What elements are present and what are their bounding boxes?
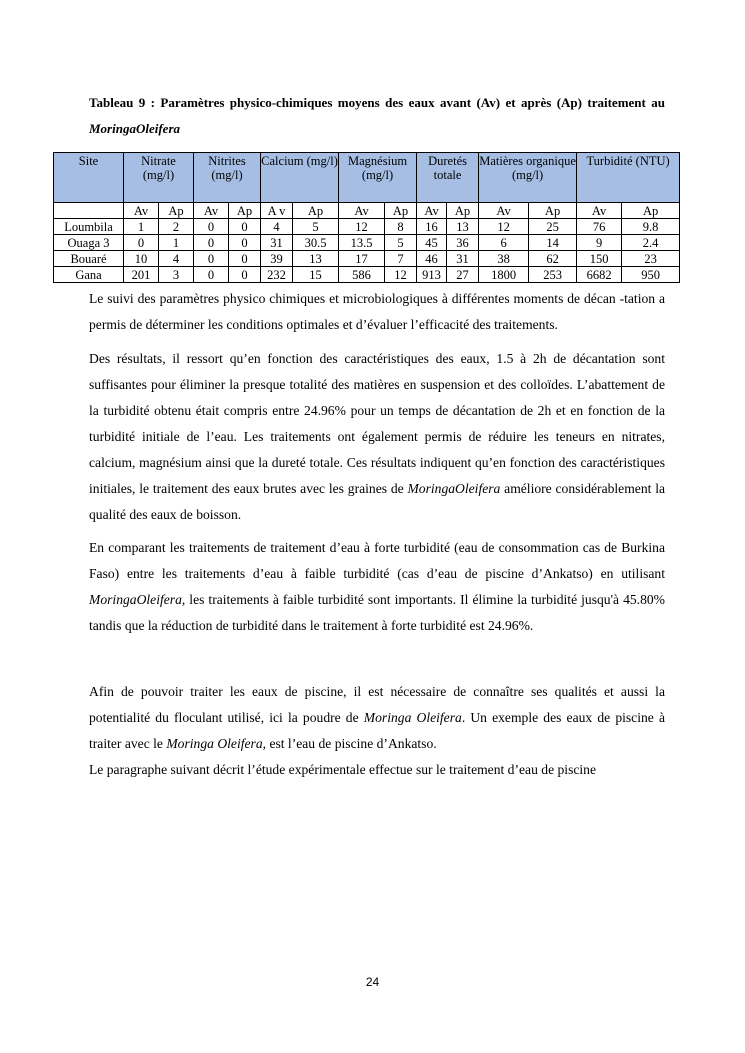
paragraph-2 [89, 346, 665, 528]
physico-chemical-table [53, 152, 680, 283]
row-value-cell: 13.5 [339, 235, 385, 251]
paragraph-3-text-a: En comparant les traitements de traitement d’eau à forte turbidité (eau de consommation cas de Burkina Faso) entre les traitements d’eau à faible turbidité (cas d’eau de piscine d’Ankatso) en utilisant [89, 540, 665, 581]
row-value-cell: 36 [447, 235, 479, 251]
header-site: Site [54, 153, 124, 203]
caption-label: Tableau 9 : [89, 95, 155, 110]
row-value-cell: 2 [159, 219, 194, 235]
row-value-cell: 0 [194, 251, 229, 267]
paragraph-4-text-c: , est l’eau de piscine d’Ankatso. [262, 736, 437, 751]
row-value-cell: 30.5 [293, 235, 339, 251]
header-nitrate: Nitrate (mg/l) [124, 153, 194, 203]
row-value-cell: 15 [293, 267, 339, 283]
row-site-cell: Bouaré [54, 251, 124, 267]
subheader-cell: Av [194, 203, 229, 219]
paragraph-4-text-b: . Un exemple des eaux de piscine à traiter avec le [89, 710, 665, 751]
row-value-cell: 4 [159, 251, 194, 267]
subheader-cell: Av [124, 203, 159, 219]
row-value-cell: 0 [124, 235, 159, 251]
row-value-cell: 39 [261, 251, 293, 267]
paragraph-4-species-1: Moringa Oleifera [363, 710, 462, 725]
header-nitrites: Nitrites (mg/l) [194, 153, 261, 203]
row-value-cell: 586 [339, 267, 385, 283]
table-subheader-row [54, 203, 680, 219]
row-value-cell: 913 [417, 267, 447, 283]
caption-species: MoringaOleifera [89, 121, 180, 136]
table-row [54, 267, 680, 283]
row-value-cell: 232 [261, 267, 293, 283]
paragraph-2-species: MoringaOleifera [407, 481, 501, 496]
paragraph-2-end: améliore considérablement la qualité des eaux de boisson. [89, 481, 666, 522]
row-value-cell: 0 [229, 219, 261, 235]
header-durete: Duretés totale [417, 153, 479, 203]
paragraph-2-block [89, 346, 665, 528]
subheader-cell: Ap [293, 203, 339, 219]
header-turbidite: Turbidité (NTU) [577, 153, 680, 203]
row-value-cell: 7 [385, 251, 417, 267]
row-value-cell: 76 [577, 219, 622, 235]
row-value-cell: 0 [194, 235, 229, 251]
table-header-row [54, 153, 680, 203]
subheader-cell: Ap [447, 203, 479, 219]
row-value-cell: 12 [479, 219, 529, 235]
paragraph-1: Le suivi des paramètres physico chimiques et microbiologiques à différentes moments de décan -tation a permis de déterminer les conditions optimales et d’évaluer l’efficacité des traitements. [89, 291, 665, 332]
row-value-cell: 12 [385, 267, 417, 283]
row-value-cell: 1 [159, 235, 194, 251]
row-value-cell: 1 [124, 219, 159, 235]
row-value-cell: 23 [622, 251, 680, 267]
row-value-cell: 0 [229, 267, 261, 283]
row-value-cell: 0 [229, 251, 261, 267]
row-value-cell: 1800 [479, 267, 529, 283]
subheader-cell: Av [577, 203, 622, 219]
paragraph-3-block [89, 535, 665, 639]
header-matieres: Matières organique (mg/l) [479, 153, 577, 203]
subheader-blank [54, 203, 124, 219]
row-value-cell: 31 [447, 251, 479, 267]
row-value-cell: 253 [529, 267, 577, 283]
row-value-cell: 25 [529, 219, 577, 235]
paragraph-4-block [89, 679, 665, 783]
row-value-cell: 10 [124, 251, 159, 267]
paragraph-5: Le paragraphe suivant décrit l’étude expérimentale effectue sur le traitement d’eau de piscine [89, 762, 597, 777]
row-value-cell: 9 [577, 235, 622, 251]
paragraph-3 [89, 535, 665, 639]
table-caption [89, 90, 665, 142]
subheader-cell: Av [417, 203, 447, 219]
row-value-cell: 62 [529, 251, 577, 267]
paragraph-4-text-a: Afin de pouvoir traiter les eaux de piscine, il est nécessaire de connaître ses qualités et aussi la potentialité du floculant utilisé, ici la poudre de [89, 684, 665, 725]
row-value-cell: 2.4 [622, 235, 680, 251]
row-value-cell: 6 [479, 235, 529, 251]
row-value-cell: 17 [339, 251, 385, 267]
row-site-cell: Ouaga 3 [54, 235, 124, 251]
subheader-cell: Av [479, 203, 529, 219]
row-value-cell: 150 [577, 251, 622, 267]
page-number: 24 [365, 975, 380, 989]
paragraph-4-species-2: Moringa Oleifera [166, 736, 263, 751]
table-body [54, 219, 680, 283]
row-value-cell: 4 [261, 219, 293, 235]
row-value-cell: 0 [229, 235, 261, 251]
row-value-cell: 8 [385, 219, 417, 235]
paragraph-3-species: MoringaOleifera [89, 592, 182, 607]
row-value-cell: 950 [622, 267, 680, 283]
row-value-cell: 16 [417, 219, 447, 235]
paragraph-3-text-b: , les traitements à faible turbidité sont importants. Il élimine la turbidité jusqu'à 45.80% tandis que la réduction de turbidité dans le traitement à forte turbidité est 24.96%. [89, 592, 665, 633]
row-value-cell: 38 [479, 251, 529, 267]
row-value-cell: 31 [261, 235, 293, 251]
subheader-cell: Ap [159, 203, 194, 219]
row-value-cell: 6682 [577, 267, 622, 283]
paragraph-4 [89, 679, 665, 757]
row-value-cell: 5 [293, 219, 339, 235]
caption-text: Paramètres physico-chimiques moyens des eaux avant (Av) et après (Ap) traitement au [154, 95, 665, 110]
subheader-cell: Ap [529, 203, 577, 219]
row-value-cell: 13 [293, 251, 339, 267]
row-value-cell: 14 [529, 235, 577, 251]
row-site-cell: Loumbila [54, 219, 124, 235]
paragraph-1-block [89, 286, 665, 338]
subheader-cell: Ap [622, 203, 680, 219]
header-magnesium: Magnésium (mg/l) [339, 153, 417, 203]
table-row [54, 219, 680, 235]
subheader-cell: Ap [385, 203, 417, 219]
row-value-cell: 12 [339, 219, 385, 235]
row-site-cell: Gana [54, 267, 124, 283]
row-value-cell: 0 [194, 219, 229, 235]
paragraph-2-text: Des résultats, il ressort qu’en fonction des caractéristiques des eaux, 1.5 à 2h de décantation sont suffisantes pour éliminer la presque totalité des matières en suspension et des colloïdes. L’abattement de la turbidité obtenu était compris entre 24.96% pour un temps de décantation de 2h et en fonction de la turbidité initiale de l’eau. Les traitements ont également permis de réduire les teneurs en nitrates, calcium, magnésium ainsi que la dureté totale. Ces résultats indiquent qu’en fonction des caractéristiques initiales, le traitement des eaux brutes avec les graines de [89, 351, 665, 496]
table-row [54, 235, 680, 251]
row-value-cell: 0 [194, 267, 229, 283]
table-row [54, 251, 680, 267]
row-value-cell: 27 [447, 267, 479, 283]
subheader-cell: A v [261, 203, 293, 219]
row-value-cell: 45 [417, 235, 447, 251]
subheader-cell: Ap [229, 203, 261, 219]
row-value-cell: 13 [447, 219, 479, 235]
subheader-cell: Av [339, 203, 385, 219]
row-value-cell: 46 [417, 251, 447, 267]
row-value-cell: 3 [159, 267, 194, 283]
row-value-cell: 9.8 [622, 219, 680, 235]
header-calcium: Calcium (mg/l) [261, 153, 339, 203]
row-value-cell: 5 [385, 235, 417, 251]
row-value-cell: 201 [124, 267, 159, 283]
